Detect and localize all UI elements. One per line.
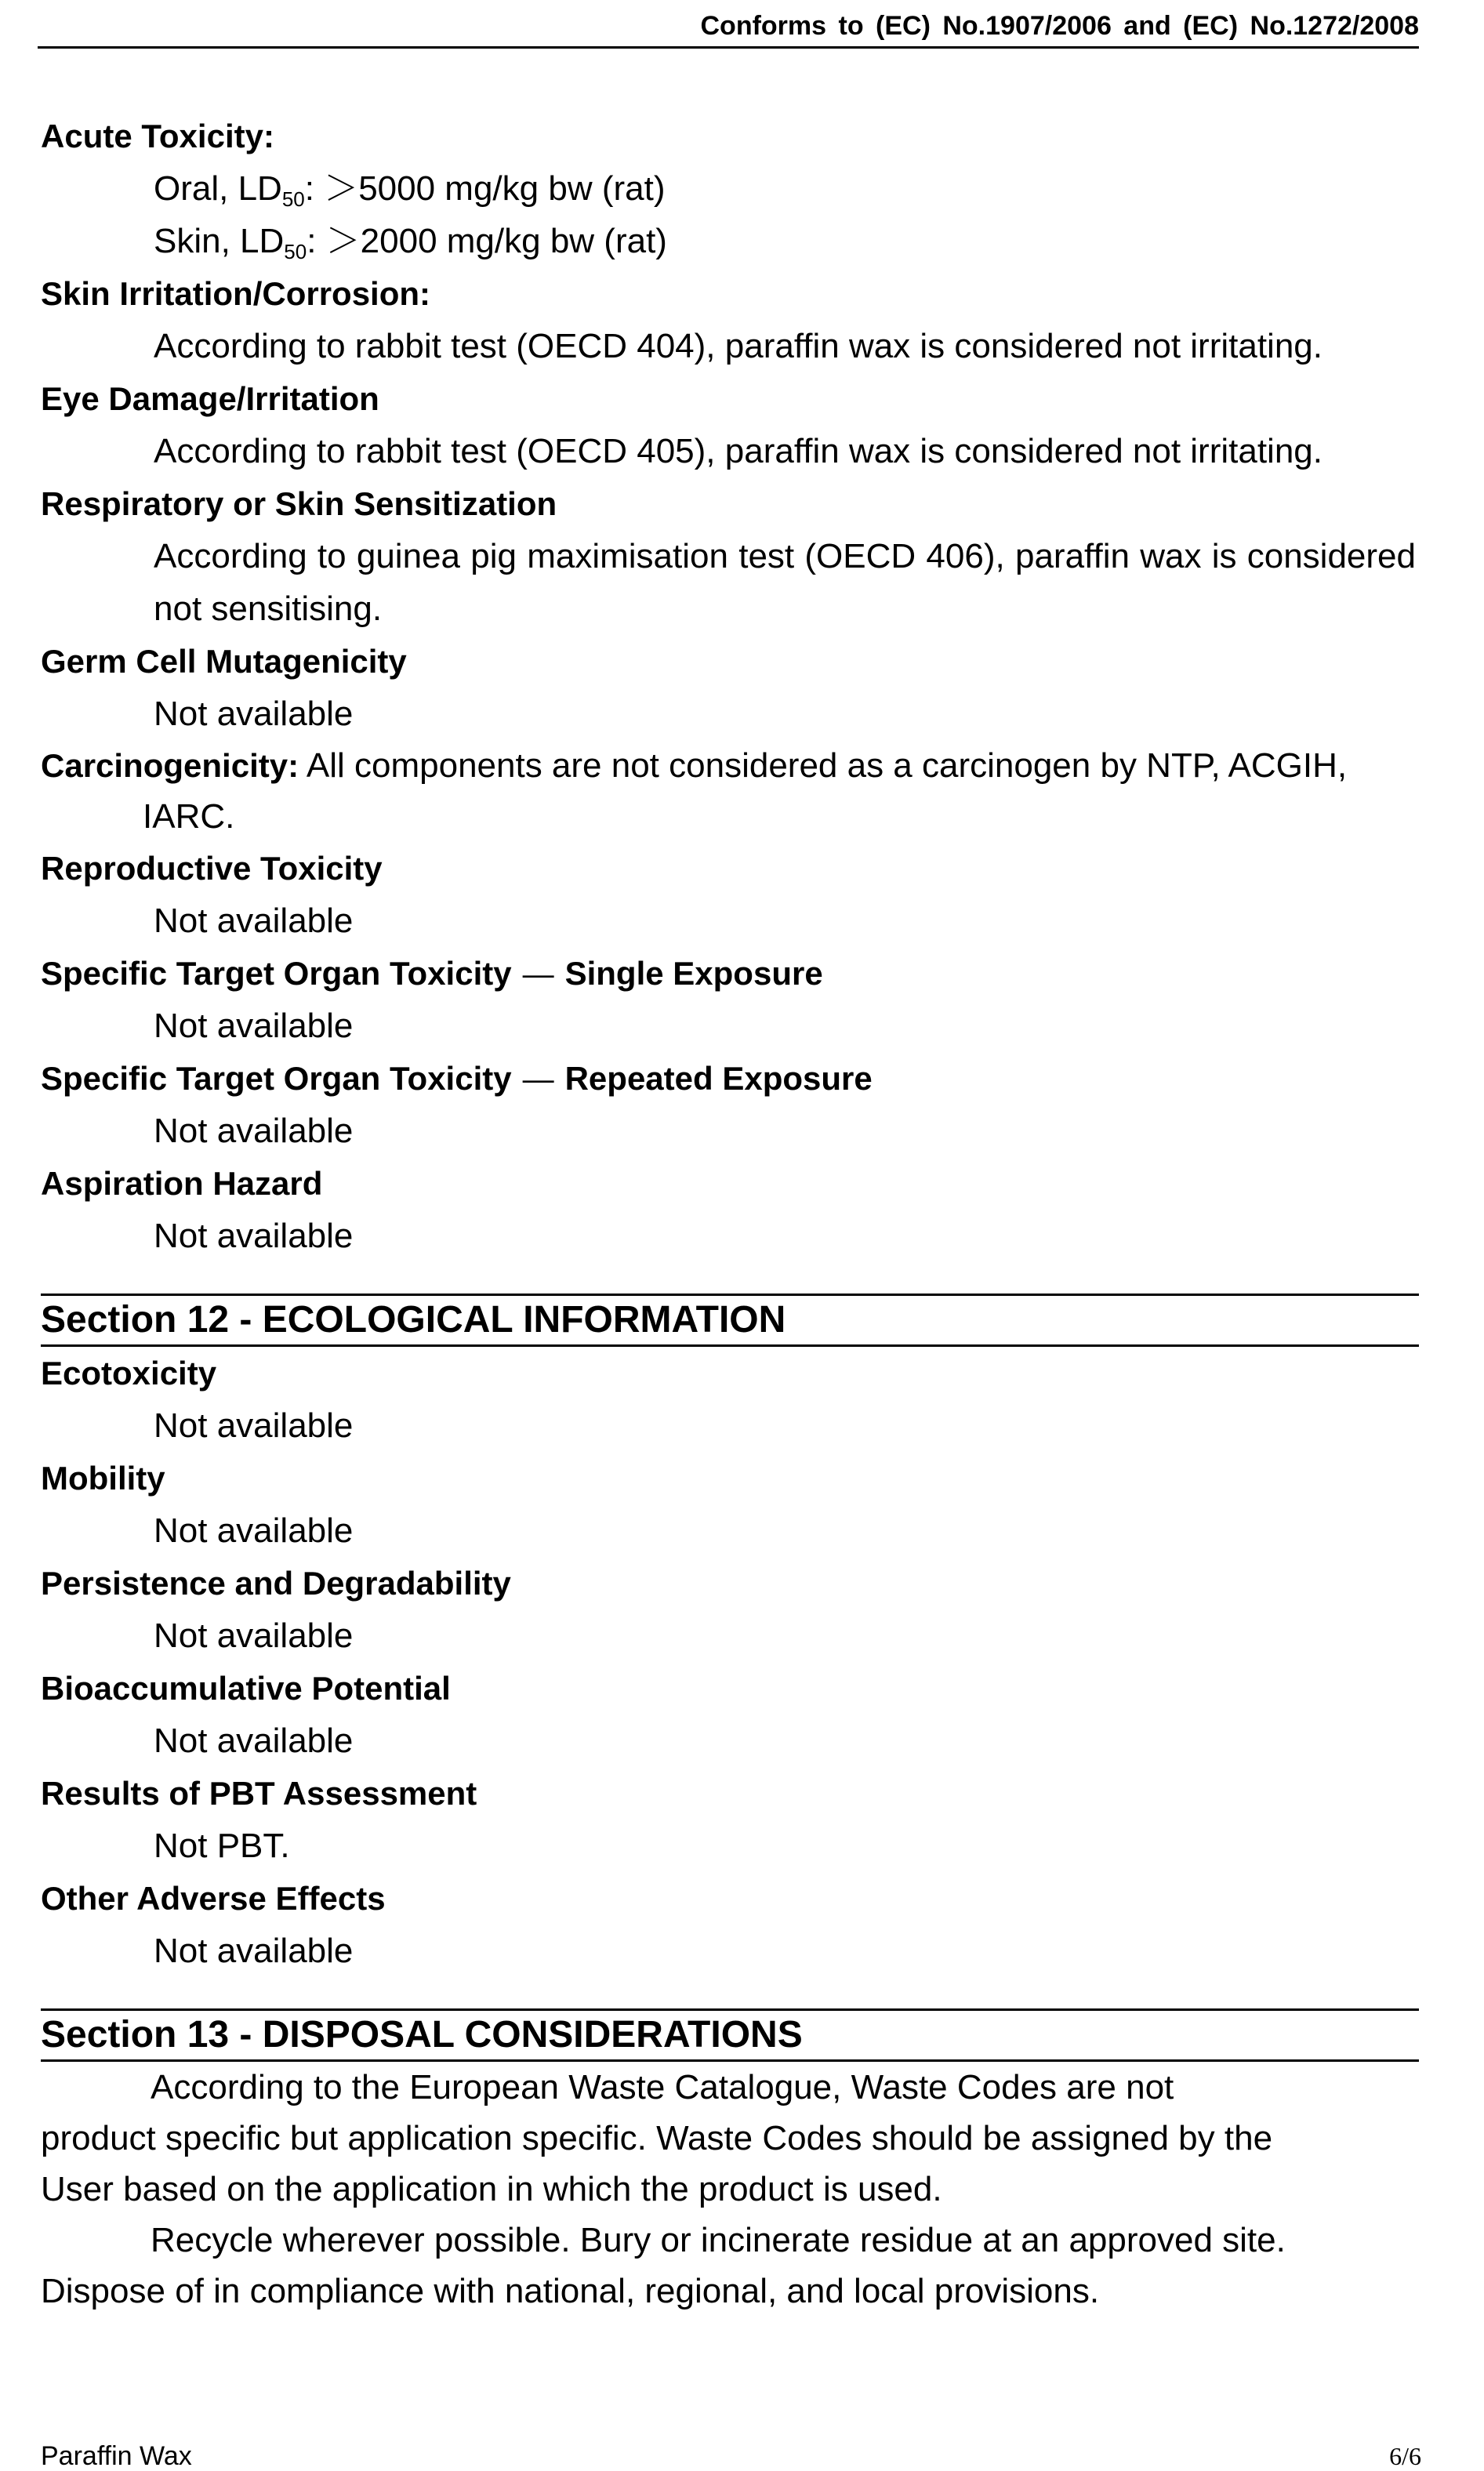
stot-single-label — [41, 947, 1419, 1000]
other-effects-label: Other Adverse Effects — [41, 1880, 386, 1917]
sensitization-value: According to guinea pig maximisation test (OECD 406), paraffin wax is considered not sensitising. — [154, 537, 1416, 628]
persistence-value: Not available — [154, 1616, 354, 1655]
skin-ld50-value — [41, 215, 1419, 267]
germ-cell-label: Germ Cell Mutagenicity — [41, 643, 407, 680]
stot-single-suffix: Single Exposure — [564, 955, 823, 992]
stot-repeated-dash: — — [522, 1062, 554, 1097]
disposal-paragraph-1: According to the European Waste Catalogue, Waste Codes are not product specific but application specific. Waste Codes should be assigned by the User based on the application in which the product is used. — [41, 2068, 1273, 2208]
disposal-paragraph-2: Recycle wherever possible. Bury or incinerate residue at an approved site. Dispose of in compliance with national, regional, and local provisions. — [41, 2221, 1286, 2310]
skin-ld-subscript: 50 — [284, 240, 307, 263]
section-13-heading: Section 13 - DISPOSAL CONSIDERATIONS — [41, 2008, 1419, 2062]
footer-page-number: 6/6 — [1389, 2442, 1421, 2470]
germ-cell-value: Not available — [154, 695, 354, 733]
regulation-conformity: Conforms to (EC) No.1907/2006 and (EC) No.1272/2008 — [700, 11, 1419, 41]
sensitization-label: Respiratory or Skin Sensitization — [41, 485, 557, 522]
section-12-heading: Section 12 - ECOLOGICAL INFORMATION — [41, 1294, 1419, 1347]
footer-product-name: Paraffin Wax — [41, 2441, 192, 2471]
disposal-text — [41, 2062, 1295, 2317]
carcinogenicity-label: Carcinogenicity: — [41, 747, 299, 784]
oral-ld50-value — [41, 162, 1419, 215]
acute-toxicity-label: Acute Toxicity: — [41, 118, 274, 154]
reproductive-toxicity-value: Not available — [154, 902, 354, 940]
bioaccumulative-label: Bioaccumulative Potential — [41, 1670, 451, 1707]
bioaccumulative-value: Not available — [154, 1722, 354, 1760]
skin-ld-number: : ＞2000 mg/kg bw (rat) — [307, 222, 667, 260]
ecotoxicity-value: Not available — [154, 1406, 354, 1445]
document-body — [41, 110, 1419, 2317]
oral-ld-prefix: Oral, LD — [154, 169, 282, 208]
stot-repeated-title: Specific Target Organ Toxicity — [41, 1060, 512, 1097]
oral-ld-subscript: 50 — [281, 187, 305, 211]
stot-repeated-value: Not available — [154, 1112, 354, 1150]
skin-ld-prefix: Skin, LD — [154, 222, 285, 260]
carcinogenicity-block — [41, 740, 1419, 842]
section-12-items — [41, 1347, 1419, 1977]
aspiration-hazard-value: Not available — [154, 1217, 354, 1255]
carcinogenicity-continuation: IARC. — [143, 797, 235, 836]
stot-single-dash: — — [522, 957, 554, 992]
page-header — [38, 8, 1419, 49]
ecotoxicity-label: Ecotoxicity — [41, 1355, 217, 1392]
mobility-value: Not available — [154, 1511, 354, 1550]
stot-single-value: Not available — [154, 1007, 354, 1045]
oral-ld-number: : ＞5000 mg/kg bw (rat) — [304, 169, 666, 208]
skin-irritation-label: Skin Irritation/Corrosion: — [41, 275, 431, 312]
persistence-label: Persistence and Degradability — [41, 1565, 511, 1602]
pbt-assessment-value: Not PBT. — [154, 1827, 290, 1865]
eye-damage-value: According to rabbit test (OECD 405), paraffin wax is considered not irritating. — [154, 432, 1323, 470]
eye-damage-label: Eye Damage/Irritation — [41, 380, 379, 417]
mobility-label: Mobility — [41, 1460, 165, 1497]
other-effects-value: Not available — [154, 1932, 354, 1970]
reproductive-toxicity-label: Reproductive Toxicity — [41, 850, 383, 887]
aspiration-hazard-label: Aspiration Hazard — [41, 1165, 323, 1202]
carcinogenicity-value: All components are not considered as a carcinogen by NTP, ACGIH, — [306, 746, 1348, 785]
skin-irritation-value: According to rabbit test (OECD 404), paraffin wax is considered not irritating. — [154, 327, 1323, 365]
pbt-assessment-label: Results of PBT Assessment — [41, 1775, 477, 1812]
stot-single-title: Specific Target Organ Toxicity — [41, 955, 512, 992]
stot-repeated-suffix: Repeated Exposure — [564, 1060, 873, 1097]
stot-repeated-label — [41, 1052, 1419, 1105]
